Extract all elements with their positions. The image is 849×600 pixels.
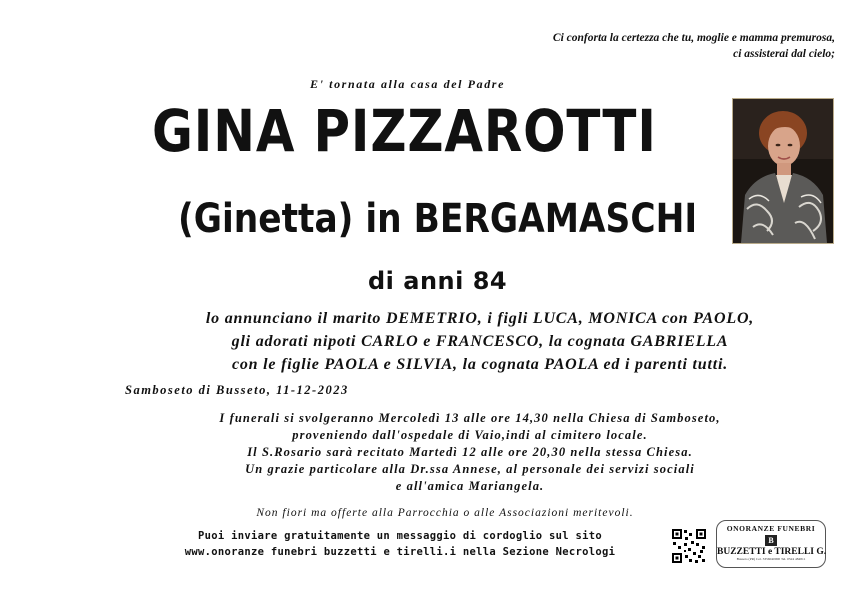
epigraph-quote <box>415 30 835 62</box>
announcement-line: gli adorati nipoti CARLO e FRANCESCO, la cognata GABRIELLA <box>231 333 729 350</box>
quote-line-1: Ci conforta la certezza che tu, moglie e mamma premurosa, <box>552 32 835 44</box>
portrait-image <box>733 99 833 243</box>
funeral-home-logo <box>716 520 826 568</box>
deceased-age: di anni 84 <box>368 267 508 295</box>
funeral-line: Un grazie particolare alla Dr.ssa Annese, al personale dei servizi sociali <box>245 462 695 476</box>
deceased-name: GINA PIZZAROTTI <box>152 97 657 165</box>
announcement-line: lo annunciano il marito DEMETRIO, i figli LUCA, MONICA con PAOLO, <box>205 310 755 327</box>
intro-text: E' tornata alla casa del Padre <box>310 77 505 91</box>
qr-code-icon[interactable] <box>671 528 707 564</box>
funeral-line: proveniendo dall'ospedale di Vaio,indi al cimitero locale. <box>292 428 648 442</box>
quote-line-2: ci assisterai dal cielo; <box>733 48 835 60</box>
funeral-line: I funerali si svolgeranno Mercoledì 13 alle ore 14,30 nella Chiesa di Samboseto, <box>219 411 721 425</box>
condolence-message <box>130 528 670 560</box>
announcement <box>160 307 800 376</box>
condolence-line-2: www.onoranze funebri buzzetti e tirelli.i nella Sezione Necrologi <box>184 546 616 558</box>
place-date: Samboseto di Busseto, 11-12-2023 <box>125 383 349 397</box>
funeral-info <box>150 410 790 495</box>
logo-mark-icon: B <box>765 535 777 546</box>
no-flowers-note: Non fiori ma offerte alla Parrocchia o alle Associazioni meritevoli. <box>256 507 634 519</box>
logo-name: BUZZETTI e TIRELLI G. <box>717 547 827 557</box>
logo-title: ONORANZE FUNEBRI <box>726 524 816 533</box>
logo-contacts: Busseto (PR) Cel. 3356040000 Tel. 0524 484811 <box>736 557 806 561</box>
portrait-photo <box>732 98 834 244</box>
funeral-line: Il S.Rosario sarà recitato Martedì 12 alle ore 20,30 nella stessa Chiesa. <box>247 445 693 459</box>
deceased-nickname: (Ginetta) in BERGAMASCHI <box>178 196 698 242</box>
announcement-line: con le figlie PAOLA e SILVIA, la cognata PAOLA ed i parenti tutti. <box>231 356 729 373</box>
condolence-line-1: Puoi inviare gratuitamente un messaggio di cordoglio sul sito <box>198 530 602 542</box>
funeral-line: e all'amica Mariangela. <box>395 479 545 493</box>
